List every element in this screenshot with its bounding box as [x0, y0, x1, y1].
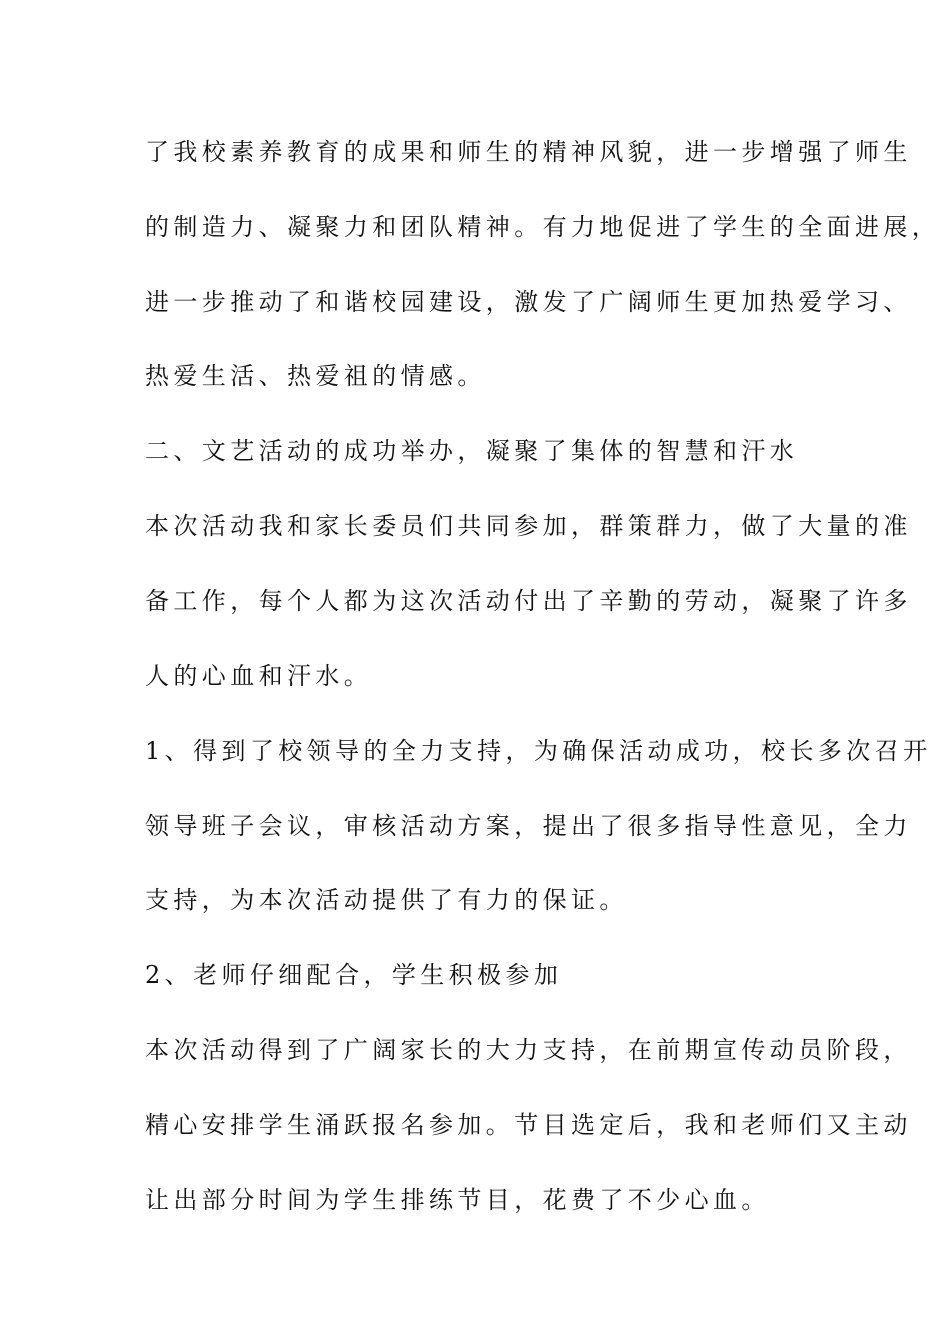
text-line: 备工作，每个人都为这次活动付出了辛勤的劳动，凝聚了许多 [145, 587, 912, 615]
section-heading: 二、文艺活动的成功举办，凝聚了集体的智慧和汗水 [145, 437, 799, 465]
text-line: 精心安排学生涌跃报名参加。节目选定后，我和老师们又主动 [145, 1111, 912, 1139]
numbered-item: 1、得到了校领导的全力支持，为确保活动成功，校长多次召开 [145, 737, 932, 765]
text-line: 了我校素养教育的成果和师生的精神风貌，进一步增强了师生 [145, 138, 912, 166]
text-line: 本次活动得到了广阔家长的大力支持，在前期宣传动员阶段， [145, 1036, 912, 1064]
numbered-item: 2、老师仔细配合，学生积极参加 [145, 961, 563, 989]
text-line: 的制造力、凝聚力和团队精神。有力地促进了学生的全面进展， [145, 213, 941, 241]
text-line: 支持，为本次活动提供了有力的保证。 [145, 886, 628, 914]
text-line: 让出部分时间为学生排练节目，花费了不少心血。 [145, 1186, 770, 1214]
text-line: 进一步推动了和谐校园建设，激发了广阔师生更加热爱学习、 [145, 288, 912, 316]
text-line: 领导班子会议，审核活动方案，提出了很多指导性意见，全力 [145, 812, 912, 840]
text-line: 本次活动我和家长委员们共同参加，群策群力，做了大量的准 [145, 512, 912, 540]
text-line: 热爱生活、热爱祖的情感。 [145, 362, 486, 390]
text-line: 人的心血和汗水。 [145, 662, 373, 690]
